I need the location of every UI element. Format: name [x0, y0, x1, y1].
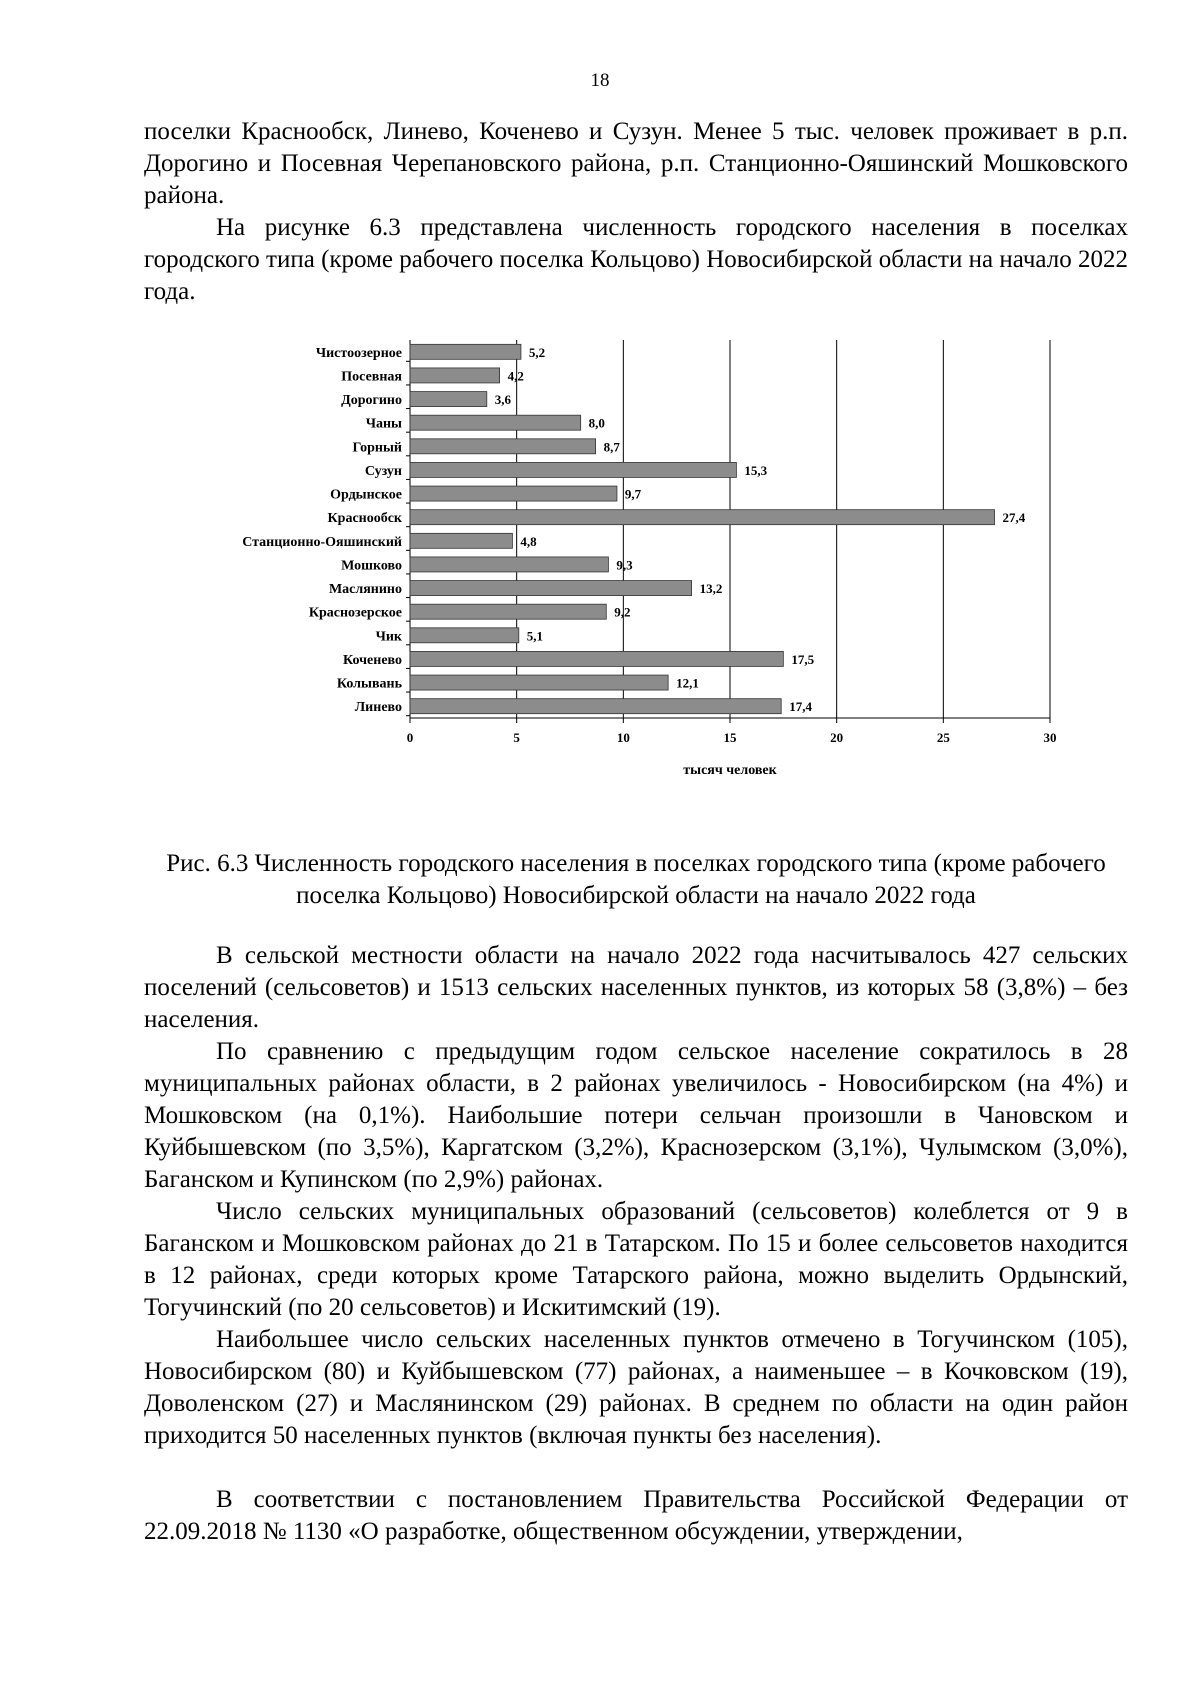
bar: [410, 604, 606, 619]
paragraph: По сравнению с предыдущим годом сельское население сократилось в 28 муниципальных районах области, в 2 районах увеличилось - Новосибирском (на 4%) и Мошковском (на 0,1%). Наибольшие потери сельчан произошли в Чановском и Куйбышевском (по 3,5%), Каргатском (3,2%), Краснозерском (3,1%), Чулымском (3,0%), Баганском и Купинском (по 2,9%) районах.: [144, 1038, 1128, 1193]
data-label: 17,5: [791, 651, 815, 667]
category-label: Станционно-Ояшинский: [242, 534, 402, 550]
bar: [410, 557, 608, 572]
bar: [410, 344, 521, 359]
x-tick-label: 10: [616, 730, 630, 745]
category-label: Коченево: [343, 652, 402, 668]
data-label: 12,1: [676, 675, 699, 691]
category-label: Маслянино: [328, 582, 402, 598]
bar: [410, 368, 500, 383]
bar: [410, 699, 781, 714]
paragraph: В соответствии с постановлением Правительства Российской Федерации от 22.09.2018 № 1130 «О разработке, общественном обсуждении, утверждении,: [144, 1486, 1128, 1545]
paragraph: поселки Краснообск, Линево, Коченево и Сузун. Менее 5 тыс. человек проживает в р.п. Дорогино и Посевная Черепановского района, р.п. Станционно-Ояшинский Мошковского района.: [144, 118, 1128, 209]
category-label: Краснозерское: [308, 605, 402, 621]
bar: [410, 415, 581, 430]
category-label: Колывань: [336, 676, 402, 692]
data-label: 4,2: [507, 368, 524, 384]
category-label: Горный: [352, 440, 402, 456]
category-label: Мошково: [341, 558, 402, 574]
page-number: 18: [590, 70, 610, 91]
figure-caption: Рис. 6.3 Численность городского населения в поселках городского типа (кроме рабочего поселка Кольцово) Новосибирской области на начало 2022 года: [166, 850, 1106, 909]
paragraph: Число сельских муниципальных образований (сельсоветов) колеблется от 9 в Баганском и Мошковском районах до 21 в Татарском. По 15 и более сельсоветов находится в 12 районах, среди которых кроме Татарского района, можно выделить Ордынский, Тогучинский (по 20 сельсоветов) и Искитимский (19).: [144, 1198, 1128, 1321]
bar: [410, 628, 519, 643]
bar: [410, 651, 783, 666]
data-label: 9,3: [616, 557, 633, 573]
data-label: 27,4: [1002, 510, 1026, 526]
category-label: Дорогино: [341, 393, 402, 409]
category-label: Ордынское: [330, 487, 402, 503]
bar: [410, 486, 617, 501]
category-label: Чик: [375, 629, 402, 645]
category-label: Посевная: [341, 369, 402, 385]
data-label: 5,2: [528, 344, 546, 360]
data-label: 17,4: [789, 699, 812, 715]
data-label: 13,2: [699, 581, 723, 597]
paragraph: В сельской местности области на начало 2022 года насчитывалось 427 сельских поселений (сельсоветов) и 1513 сельских населенных пунктов, из которых 58 (3,8%) – без населения.: [144, 942, 1128, 1033]
bar: [410, 510, 995, 525]
category-label: Сузун: [364, 463, 402, 479]
category-label: Чаны: [365, 416, 402, 432]
bar: [410, 581, 692, 596]
data-label: 5,1: [526, 628, 544, 644]
data-label: 4,8: [520, 533, 537, 549]
data-label: 9,2: [614, 604, 631, 620]
data-label: 8,7: [603, 439, 620, 455]
category-label: Чистоозерное: [315, 345, 402, 361]
data-label: 15,3: [744, 462, 768, 478]
population-bar-chart: [170, 340, 1057, 780]
x-tick-label: 5: [513, 730, 520, 745]
x-axis-label: тысяч человек: [683, 763, 777, 778]
bar: [410, 439, 596, 454]
bar: [410, 392, 487, 407]
bar: [410, 462, 736, 477]
x-tick-label: 15: [723, 730, 737, 745]
data-label: 8,0: [588, 415, 605, 431]
x-tick-label: 30: [1043, 730, 1057, 745]
x-tick-label: 25: [936, 730, 950, 745]
category-label: Краснообск: [327, 511, 402, 527]
x-tick-label: 0: [406, 730, 414, 745]
category-label: Линево: [354, 700, 402, 716]
data-label: 3,6: [494, 392, 512, 408]
bar: [410, 675, 668, 690]
bar: [410, 533, 512, 548]
x-tick-label: 20: [830, 730, 844, 745]
data-label: 9,7: [624, 486, 642, 502]
paragraph: На рисунке 6.3 представлена численность городского населения в поселках городского типа (кроме рабочего поселка Кольцово) Новосибирской области на начало 2022 года.: [144, 214, 1128, 305]
paragraph: Наибольшее число сельских населенных пунктов отмечено в Тогучинском (105), Новосибирском (80) и Куйбышевском (77) районах, а наименьшее – в Кочковском (19), Доволенском (27) и Маслянинском (29) районах. В среднем по области на один район приходится 50 населенных пунктов (включая пункты без населения).: [144, 1326, 1128, 1449]
